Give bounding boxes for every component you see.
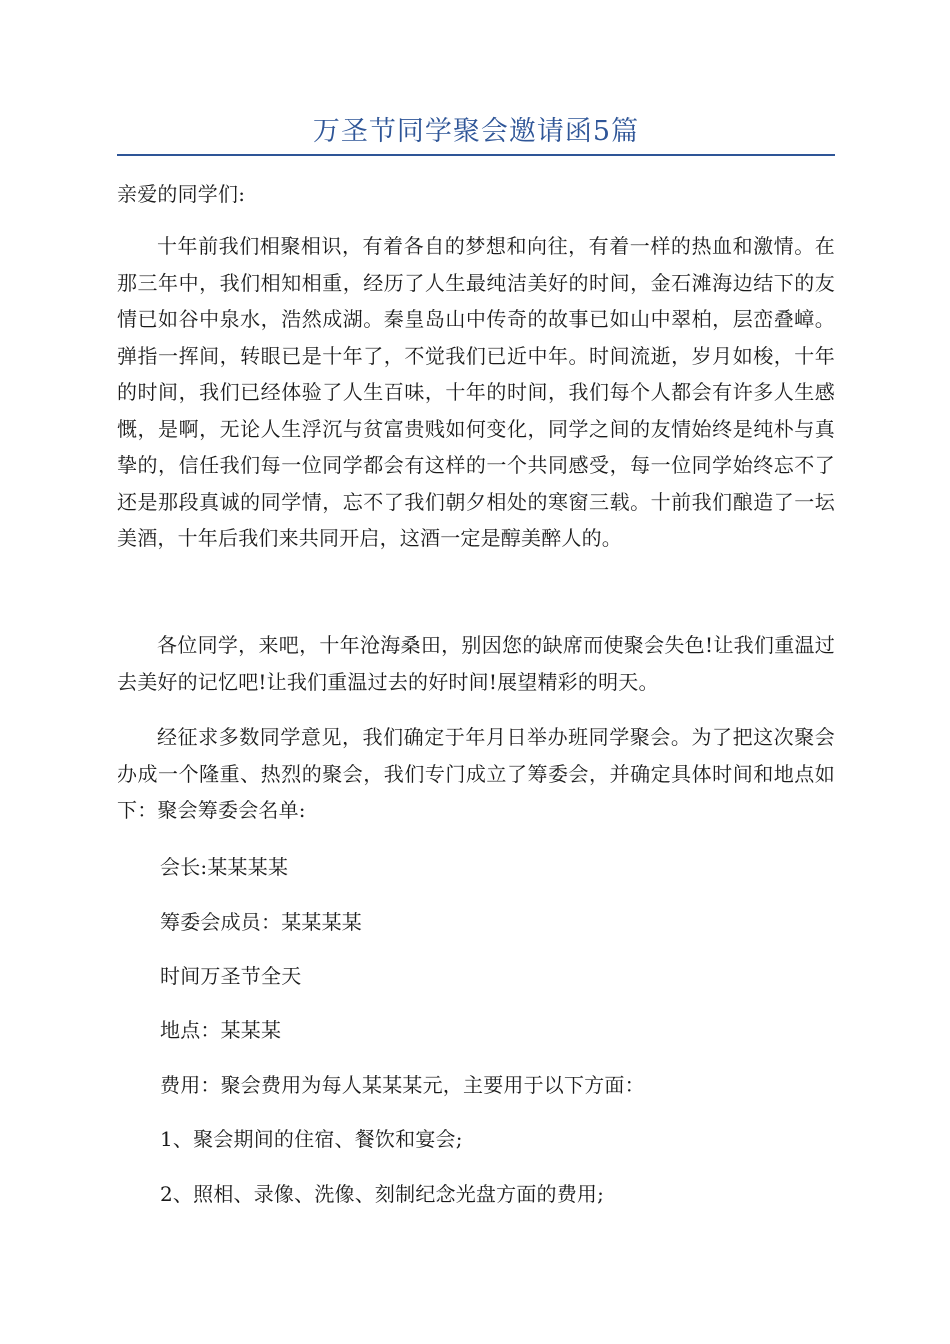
line-time: 时间万圣节全天: [160, 964, 302, 988]
salutation: 亲爱的同学们:: [117, 182, 246, 206]
title-underline: [117, 154, 835, 156]
paragraph-invitation: 各位同学，来吧，十年沧海桑田，别因您的缺席而使聚会失色!让我们重温过去美好的记忆吧!让我们重温过去的好时间!展望精彩的明天。: [117, 633, 835, 694]
paragraph-arrangement: 经征求多数同学意见，我们确定于年月日举办班同学聚会。为了把这次聚会办成一个隆重、热烈的聚会，我们专门成立了筹委会，并确定具体时间和地点如下：聚会筹委会名单:: [117, 725, 835, 822]
line-president: 会长:某某某某: [160, 855, 289, 879]
list-item-accommodation: 1、聚会期间的住宿、餐饮和宴会;: [160, 1127, 463, 1151]
paragraph-intro: 十年前我们相聚相识，有着各自的梦想和向往，有着一样的热血和激情。在那三年中，我们相知相重，经历了人生最纯洁美好的时间，金石滩海边结下的友情已如谷中泉水，浩然成湖。秦皇岛山中传奇的故事已如山中翠柏，层峦叠嶂。弹指一挥间，转眼已是十年了，不觉我们已近中年。时间流逝，岁月如梭，十年的时间，我们已经体验了人生百味，十年的时间，我们每个人都会有许多人生感慨，是啊，无论人生浮沉与贫富贵贱如何变化，同学之间的友情始终是纯朴与真挚的，信任我们每一位同学都会有这样的一个共同感受，每一位同学始终忘不了还是那段真诚的同学情，忘不了我们朝夕相处的寒窗三载。十前我们酿造了一坛美酒，十年后我们来共同开启，这酒一定是醇美醉人的。: [117, 234, 835, 550]
list-item-photography: 2、照相、录像、洗像、刻制纪念光盘方面的费用;: [160, 1182, 605, 1206]
line-fees: 费用：聚会费用为每人某某某元，主要用于以下方面：: [160, 1073, 645, 1097]
line-location: 地点：某某某: [160, 1018, 282, 1042]
line-committee-members: 筹委会成员：某某某某: [160, 910, 362, 934]
document-title: 万圣节同学聚会邀请函5篇: [312, 116, 640, 147]
